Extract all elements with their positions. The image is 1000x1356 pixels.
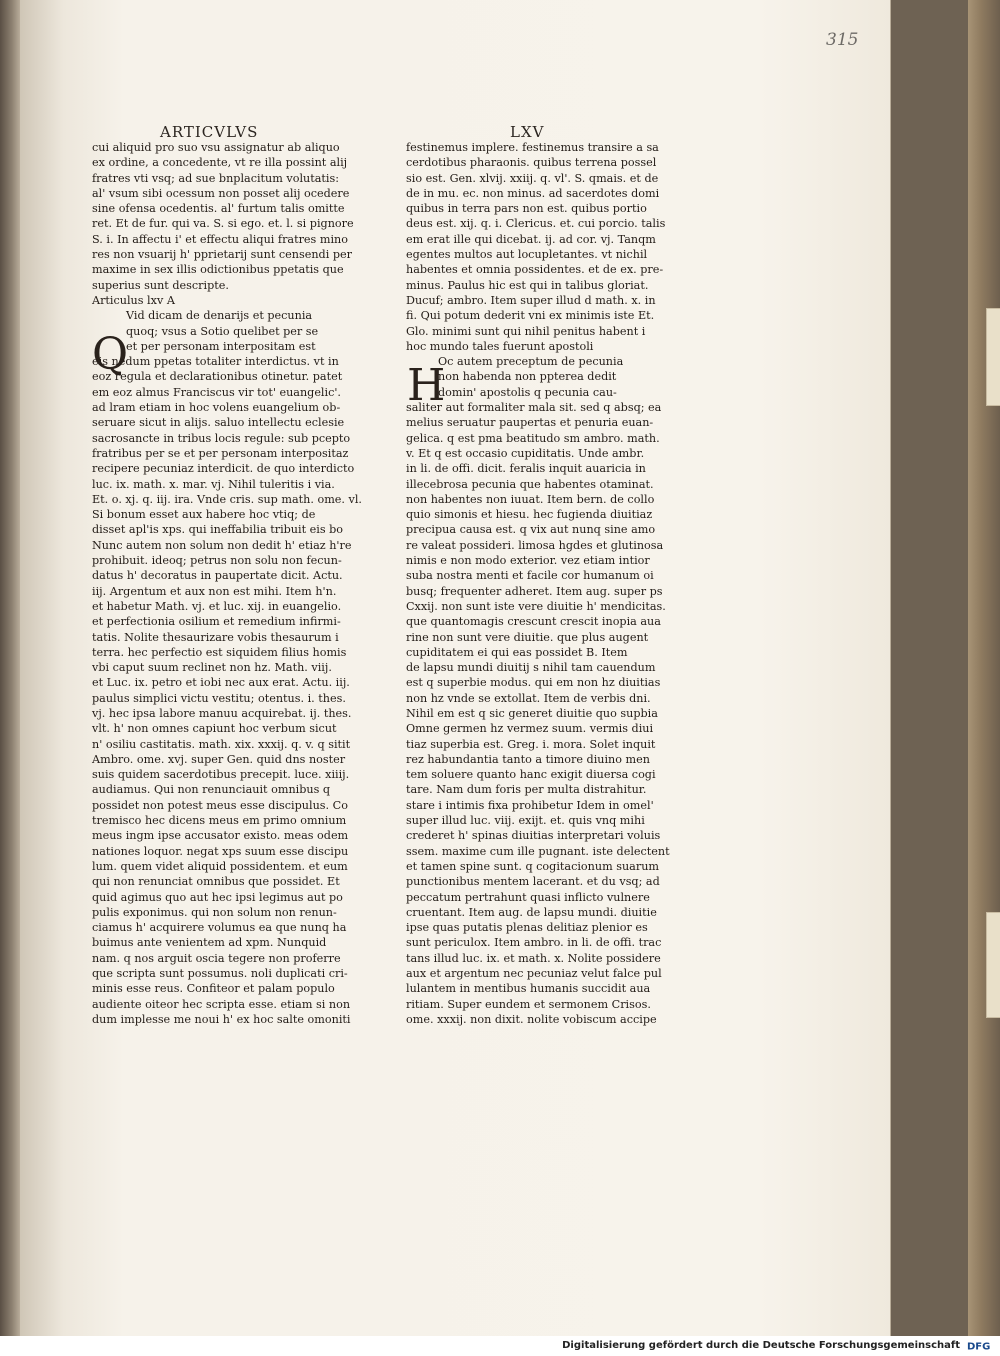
text-line: illecebrosa pecunia que habentes otaminat.	[406, 477, 654, 491]
text-line: cruentant. Item aug. de lapsu mundi. diuitie	[406, 905, 657, 919]
text-line: tans illud luc. ix. et math. x. Nolite possidere	[406, 951, 661, 965]
text-line: Omne germen hz vermez suum. vermis diui	[406, 722, 654, 736]
text-line: pulis exponimus. qui non solum non renun-	[92, 905, 337, 919]
text-line: cupiditatem ei qui eas possidet B. Item	[406, 645, 628, 659]
text-line: paulus simplici victu vestitu; otentus. i. thes.	[92, 691, 346, 705]
text-line: superius sunt descripte.	[92, 278, 229, 292]
text-line: datus h' decoratus in paupertate dicit. Actu.	[92, 569, 343, 583]
text-line: iij. Argentum et aux non est mihi. Item h'n.	[92, 584, 337, 598]
text-line: cerdotibus pharaonis. quibus terrena possel	[406, 156, 657, 170]
text-line: possidet non potest meus esse discipulus. Co	[92, 798, 348, 812]
text-line: dum implesse me noui h' ex hoc salte omoniti	[92, 1012, 351, 1026]
paper-tab	[986, 308, 1000, 406]
text-line: vj. hec ipsa labore manuu acquirebat. ij. thes.	[92, 706, 352, 720]
text-line: que quantomagis crescunt crescit inopia aua	[406, 615, 661, 629]
text-line: Nunc autem non solum non dedit h' etiaz h're	[92, 538, 352, 552]
text-line: rine non sunt vere diuitie. que plus augent	[406, 630, 649, 644]
dfg-logo-icon	[966, 1339, 994, 1352]
text-line: fratribus per se et per personam interpositaz	[92, 446, 349, 460]
text-line: quibus in terra pars non est. quibus portio	[406, 202, 647, 216]
text-line: minis esse reus. Confiteor et palam populo	[92, 982, 335, 996]
text-line: em eoz almus Franciscus vir tot' euangelic'.	[92, 385, 341, 399]
text-column-right	[406, 140, 672, 1027]
decorated-initial-q: Q	[92, 329, 129, 380]
text-line: et perfectionia osilium et remedium infirmi-	[92, 615, 341, 629]
text-line: que scripta sunt possumus. noli duplicati cri-	[92, 967, 348, 981]
text-line: hoc mundo tales fuerunt apostoli	[406, 339, 594, 353]
text-line: eis nedum ppetas totaliter interdictus. vt in	[92, 355, 339, 369]
text-line: audiamus. Qui non renunciauit omnibus q	[92, 783, 331, 797]
text-line: Glo. minimi sunt qui nihil penitus habent i	[406, 324, 646, 338]
text-line: saliter aut formaliter mala sit. sed q absq; ea	[406, 401, 662, 415]
text-line: tatis. Nolite thesaurizare vobis thesaurum i	[92, 630, 339, 644]
text-line: suis quidem sacerdotibus precepit. luce. xiiij.	[92, 768, 350, 782]
text-line: tem soluere quanto hanc exigit diuersa cogi	[406, 768, 656, 782]
text-line: prohibuit. ideoq; petrus non solu non fecun-	[92, 554, 342, 568]
text-line: et tamen spine sunt. q cogitacionum suarum	[406, 859, 660, 873]
text-line: lum. quem videt aliquid possidentem. et eum	[92, 859, 348, 873]
text-line: terra. hec perfectio est siquidem filius homis	[92, 645, 347, 659]
text-line: lulantem in mentibus humanis succidit aua	[406, 982, 651, 996]
text-line: Ducuf; ambro. Item super illud d math. x. in	[406, 293, 656, 307]
text-line: recipere pecuniaz interdicit. de quo interdicto	[92, 462, 355, 476]
running-head-right: LXV	[510, 123, 545, 141]
text-line: melius seruatur paupertas et penuria euan-	[406, 416, 654, 430]
text-line: Vid dicam de denarijs et pecunia	[126, 309, 313, 323]
text-line: quid agimus quo aut hec ipsi legimus aut po	[92, 890, 343, 904]
text-line: non habentes non iuuat. Item bern. de collo	[406, 492, 655, 506]
text-line: n' osiliu castitatis. math. xix. xxxij. q. v. q sitit	[92, 737, 351, 751]
footer-credit: Digitalisierung gefördert durch die Deutsche Forschungsgemeinschaft	[562, 1340, 960, 1351]
text-line: vbi caput suum reclinet non hz. Math. viij.	[92, 661, 332, 675]
text-line: nimis e non modo exterior. vez etiam intior	[406, 554, 650, 568]
text-line: tiaz superbia est. Greg. i. mora. Solet inquit	[406, 737, 656, 751]
text-line: qui non renunciat omnibus que possidet. Et	[92, 875, 340, 889]
text-line: festinemus implere. festinemus transire a sa	[406, 141, 659, 154]
text-line: tremisco hec dicens meus em primo omnium	[92, 814, 347, 828]
text-line: de lapsu mundi diuitij s nihil tam cauendum	[406, 661, 656, 675]
text-line: fi. Qui potum dederit vni ex minimis iste Et.	[406, 309, 655, 323]
text-line: Nihil em est q sic generet diuitie quo supbia	[406, 706, 658, 720]
text-line: meus ingm ipse accusator existo. meas odem	[92, 829, 349, 843]
text-line: re valeat possideri. limosa hgdes et glutinosa	[406, 538, 664, 552]
text-line: busq; frequenter adheret. Item aug. super ps	[406, 584, 663, 598]
text-line: et Luc. ix. petro et iobi nec aux erat. Actu. iij.	[92, 676, 350, 690]
text-line: luc. ix. math. x. mar. vj. Nihil tuleritis i via.	[92, 477, 335, 491]
text-line: eoz regula et declarationibus otinetur. patet	[92, 370, 343, 384]
text-line: et habetur Math. vj. et luc. xij. in euangelio.	[92, 599, 342, 613]
text-line: v. Et q est occasio cupiditatis. Unde ambr.	[406, 446, 645, 460]
text-line: non habenda non ppterea dedit	[438, 370, 617, 384]
text-line: maxime in sex illis odictionibus ppetatis que	[92, 263, 344, 277]
text-line: peccatum pertrahunt quasi inflicto vulnere	[406, 890, 650, 904]
text-line: al' vsum sibi ocessum non posset alij ocedere	[92, 186, 350, 200]
text-line: Et. o. xj. q. iij. ira. Vnde cris. sup math. ome. vl.	[92, 492, 362, 506]
text-line: non hz vnde se extollat. Item de verbis dni.	[406, 691, 651, 705]
text-line: cui aliquid pro suo vsu assignatur ab aliquo	[92, 141, 340, 154]
text-line: quio simonis et hiesu. hec fugienda diuitiaz	[406, 508, 653, 522]
text-line: et per personam interpositam est	[126, 339, 316, 353]
text-line: vlt. h' non omnes capiunt hoc verbum sicut	[92, 722, 337, 736]
text-line: precipua causa est. q vix aut nunq sine amo	[406, 523, 656, 537]
text-line: de in mu. ec. non minus. ad sacerdotes domi	[406, 186, 660, 200]
text-line: Ambro. ome. xvj. super Gen. quid dns noster	[92, 752, 346, 766]
paper-tab	[986, 912, 1000, 1018]
running-head-left: ARTICVLVS	[160, 123, 259, 141]
text-line: sio est. Gen. xlvij. xxiij. q. vl'. S. qmais. et de	[406, 171, 659, 185]
text-line: res non vsuarij h' pprietarij sunt censendi per	[92, 248, 352, 262]
text-line: sunt periculox. Item ambro. in li. de offi. trac	[406, 936, 662, 950]
text-line: crederet h' spinas diuitias interpretari voluis	[406, 829, 661, 843]
text-line: Articulus lxv A	[92, 293, 175, 307]
digitization-footer	[0, 1336, 1000, 1356]
text-line: suba nostra menti et facile cor humanum oi	[406, 569, 654, 583]
text-line: quoq; vsus a Sotio quelibet per se	[126, 324, 319, 338]
decorated-initial-h: H	[407, 360, 446, 411]
text-line: domin' apostolis q pecunia cau-	[438, 385, 617, 399]
text-line: S. i. In affectu i' et effectu aliqui fratres mino	[92, 232, 348, 246]
text-line: nam. q nos arguit oscia tegere non proferre	[92, 951, 341, 965]
text-line: egentes multos aut locupletantes. vt nichil	[406, 248, 648, 262]
text-line: ciamus h' acquirere volumus ea que nunq ha	[92, 921, 347, 935]
text-line: tare. Nam dum foris per multa distrahitur.	[406, 783, 647, 797]
text-line: fratres vti vsq; ad sue bnplacitum volutatis:	[92, 171, 340, 185]
text-line: habentes et omnia possidentes. et de ex. pre-	[406, 263, 664, 277]
text-line: ad lram etiam in hoc volens euangelium ob-	[92, 401, 341, 415]
text-line: Oc autem preceptum de pecunia	[438, 355, 624, 369]
folio-number: 315	[826, 30, 859, 50]
text-line: gelica. q est pma beatitudo sm ambro. math.	[406, 431, 660, 445]
text-line: nationes loquor. negat xps suum esse discipu	[92, 844, 349, 858]
text-line: seruare sicut in alijs. saluo intellectu eclesie	[92, 416, 345, 430]
text-line: deus est. xij. q. i. Clericus. et. cui porcio. talis	[406, 217, 666, 231]
text-line: ritiam. Super eundem et sermonem Crisos.	[406, 997, 651, 1011]
text-line: ipse quas putatis plenas delitiaz plenior es	[406, 921, 648, 935]
text-line: Cxxij. non sunt iste vere diuitie h' mendicitas.	[406, 599, 666, 613]
text-line: rez habundantia tanto a timore diuino men	[406, 752, 650, 766]
cover-edge	[968, 0, 1000, 1336]
text-line: disset apl'is xps. qui ineffabilia tribuit eis bo	[92, 523, 344, 537]
text-line: ex ordine, a concedente, vt re illa possint alij	[92, 156, 348, 170]
dfg-logo-text: DFG	[967, 1341, 991, 1352]
text-line: aux et argentum nec pecuniaz velut falce pul	[406, 967, 662, 981]
text-line: super illud luc. viij. exijt. et. quis vnq mihi	[406, 814, 645, 828]
text-line: in li. de offi. dicit. feralis inquit auaricia in	[406, 462, 646, 476]
text-line: est q superbie modus. qui em non hz diuitias	[406, 676, 661, 690]
text-line: audiente oiteor hec scripta esse. etiam si non	[92, 997, 351, 1011]
text-line: punctionibus mentem lacerant. et du vsq; ad	[406, 875, 660, 889]
text-line: ome. xxxij. non dixit. nolite vobiscum accipe	[406, 1012, 657, 1026]
text-column-left	[92, 140, 362, 1027]
text-line: buimus ante venientem ad xpm. Nunquid	[92, 936, 327, 950]
text-line: sine ofensa ocedentis. al' furtum talis omitte	[92, 202, 345, 216]
text-line: stare i intimis fixa prohibetur Idem in omel'	[406, 798, 654, 812]
text-line: minus. Paulus hic est qui in talibus gloriat.	[406, 278, 649, 292]
text-line: sacrosancte in tribus locis regule: sub pcepto	[92, 431, 351, 445]
text-line: em erat ille qui dicebat. ij. ad cor. vj. Tanqm	[406, 232, 656, 246]
text-line: ret. Et de fur. qui va. S. si ego. et. l. si pignore	[92, 217, 354, 231]
text-line: ssem. maxime cum ille pugnant. iste delectent	[406, 844, 670, 858]
text-line: Si bonum esset aux habere hoc vtiq; de	[92, 508, 316, 522]
